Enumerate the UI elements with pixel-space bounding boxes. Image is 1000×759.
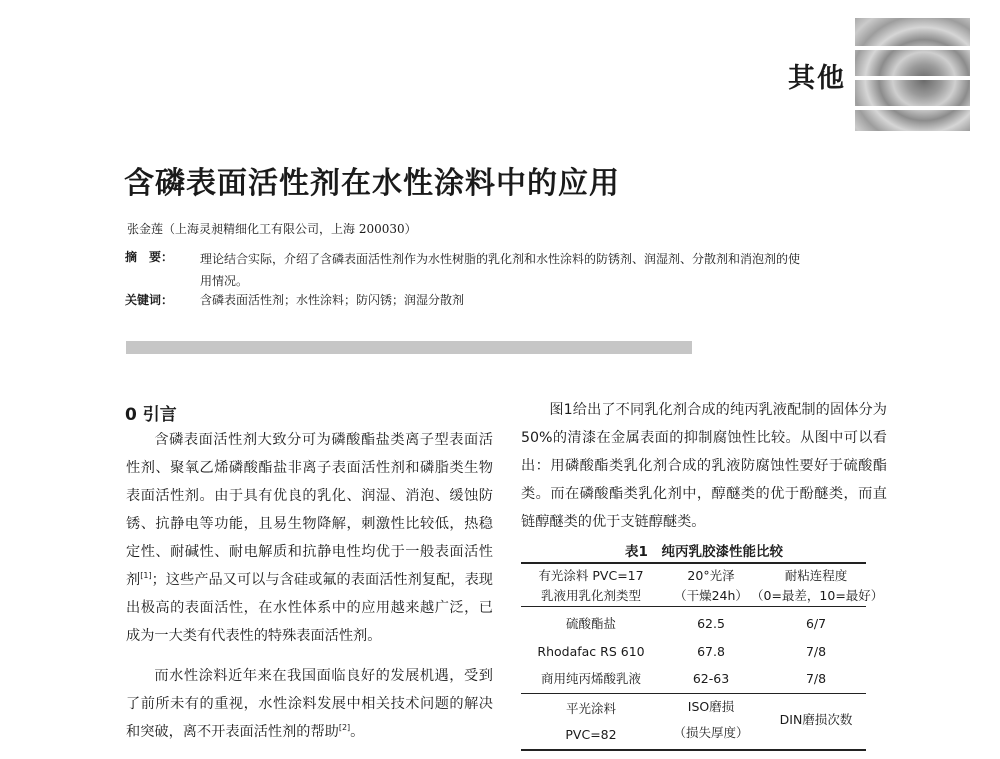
section-heading: 0 引言 — [125, 405, 177, 425]
table-row: Rhodafac RS 610 — [537, 644, 645, 659]
ref-2: [2] — [338, 723, 351, 732]
paragraph-2: 而水性涂料近年来在我国面临良好的发展机遇，受到了前所未有的重视，水性涂料发展中相关技术问题的解决和突破，离不开表面活性剂的帮助[2]。 — [126, 668, 493, 740]
table-title: 表1 纯丙乳胶漆性能比较 — [625, 544, 783, 560]
section-tag: 其他 — [788, 63, 846, 94]
performance-table: 有光涂料 PVC=17 乳液用乳化剂类型 20°光泽 （干燥24h） 耐粘连程度 （0=最差，10=最好） 硫酸酯盐 62.5 6/7 Rhodafac RS 610 67.8 7/8 商用纯丙烯酸乳液 62-63 7/8 平光涂料 PVC=82 ISO磨损 （损失厚度） DIN磨损次数 — [521, 562, 887, 752]
left-column — [126, 426, 493, 746]
table-header-gloss: 20°光泽 （干燥24h） — [674, 568, 748, 603]
author-line: 张金莲（上海灵昶精细化工有限公司，上海 200030） — [127, 222, 417, 236]
header-ripple-image — [855, 18, 970, 131]
paragraph-figure-discussion: 图1给出了不同乳化剂合成的纯丙乳液配制的固体分为50%的清漆在金属表面的抑制腐蚀性比较。从图中可以看出：用磷酸酯类乳化剂合成的乳液防腐蚀性要好于硫酸酯类。而在磷酸酯类乳化剂中，醇醚类的优于酚醚类，而直链醇醚类的优于支链醇醚类。 — [521, 402, 887, 530]
article-title: 含磷表面活性剂在水性涂料中的应用 — [124, 166, 620, 201]
table-subheader-din: DIN磨损次数 — [779, 712, 853, 727]
keywords-text: 含磷表面活性剂；水性涂料；防闪锈；润湿分散剂 — [200, 293, 465, 307]
abstract-label: 摘 要： — [125, 250, 174, 264]
keywords-label: 关键词： — [125, 293, 174, 307]
right-column — [521, 396, 887, 536]
paragraph-1: 含磷表面活性剂大致分可为磷酸酯盐类离子型表面活性剂、聚氧乙烯磷酸酯盐非离子表面活性剂和磷脂类生物表面活性剂。由于具有优良的乳化、润湿、消泡、缓蚀防锈、抗静电等功能，且易生物降解，刺激性比较低，热稳定性、耐碱性、耐电解质和抗静电性均优于一般表面活性剂[1]；这些产品又可以与含硅或氟的表面活性剂复配，表现出极高的表面活性，在水性体系中的应用越来越广泛，已成为一大类有代表性的特殊表面活性剂。 — [126, 432, 493, 644]
table-row: 商用纯丙烯酸乳液 — [540, 671, 641, 686]
divider-bar — [126, 341, 692, 354]
table-row: 硫酸酯盐 — [565, 616, 616, 631]
ref-1: [1] — [140, 571, 152, 580]
table-subheader-iso: ISO磨损 （损失厚度） — [673, 699, 749, 740]
abstract-text: 理论结合实际，介绍了含磷表面活性剂作为水性树脂的乳化剂和水性涂料的防锈剂、润湿剂、分散剂和消泡剂的使用情况。 — [200, 252, 801, 288]
table-header-blocking: 耐粘连程度 （0=最差，10=最好） — [751, 568, 884, 603]
table-header-type: 有光涂料 PVC=17 乳液用乳化剂类型 — [538, 568, 644, 603]
table-subheader-type: 平光涂料 PVC=82 — [565, 701, 617, 742]
